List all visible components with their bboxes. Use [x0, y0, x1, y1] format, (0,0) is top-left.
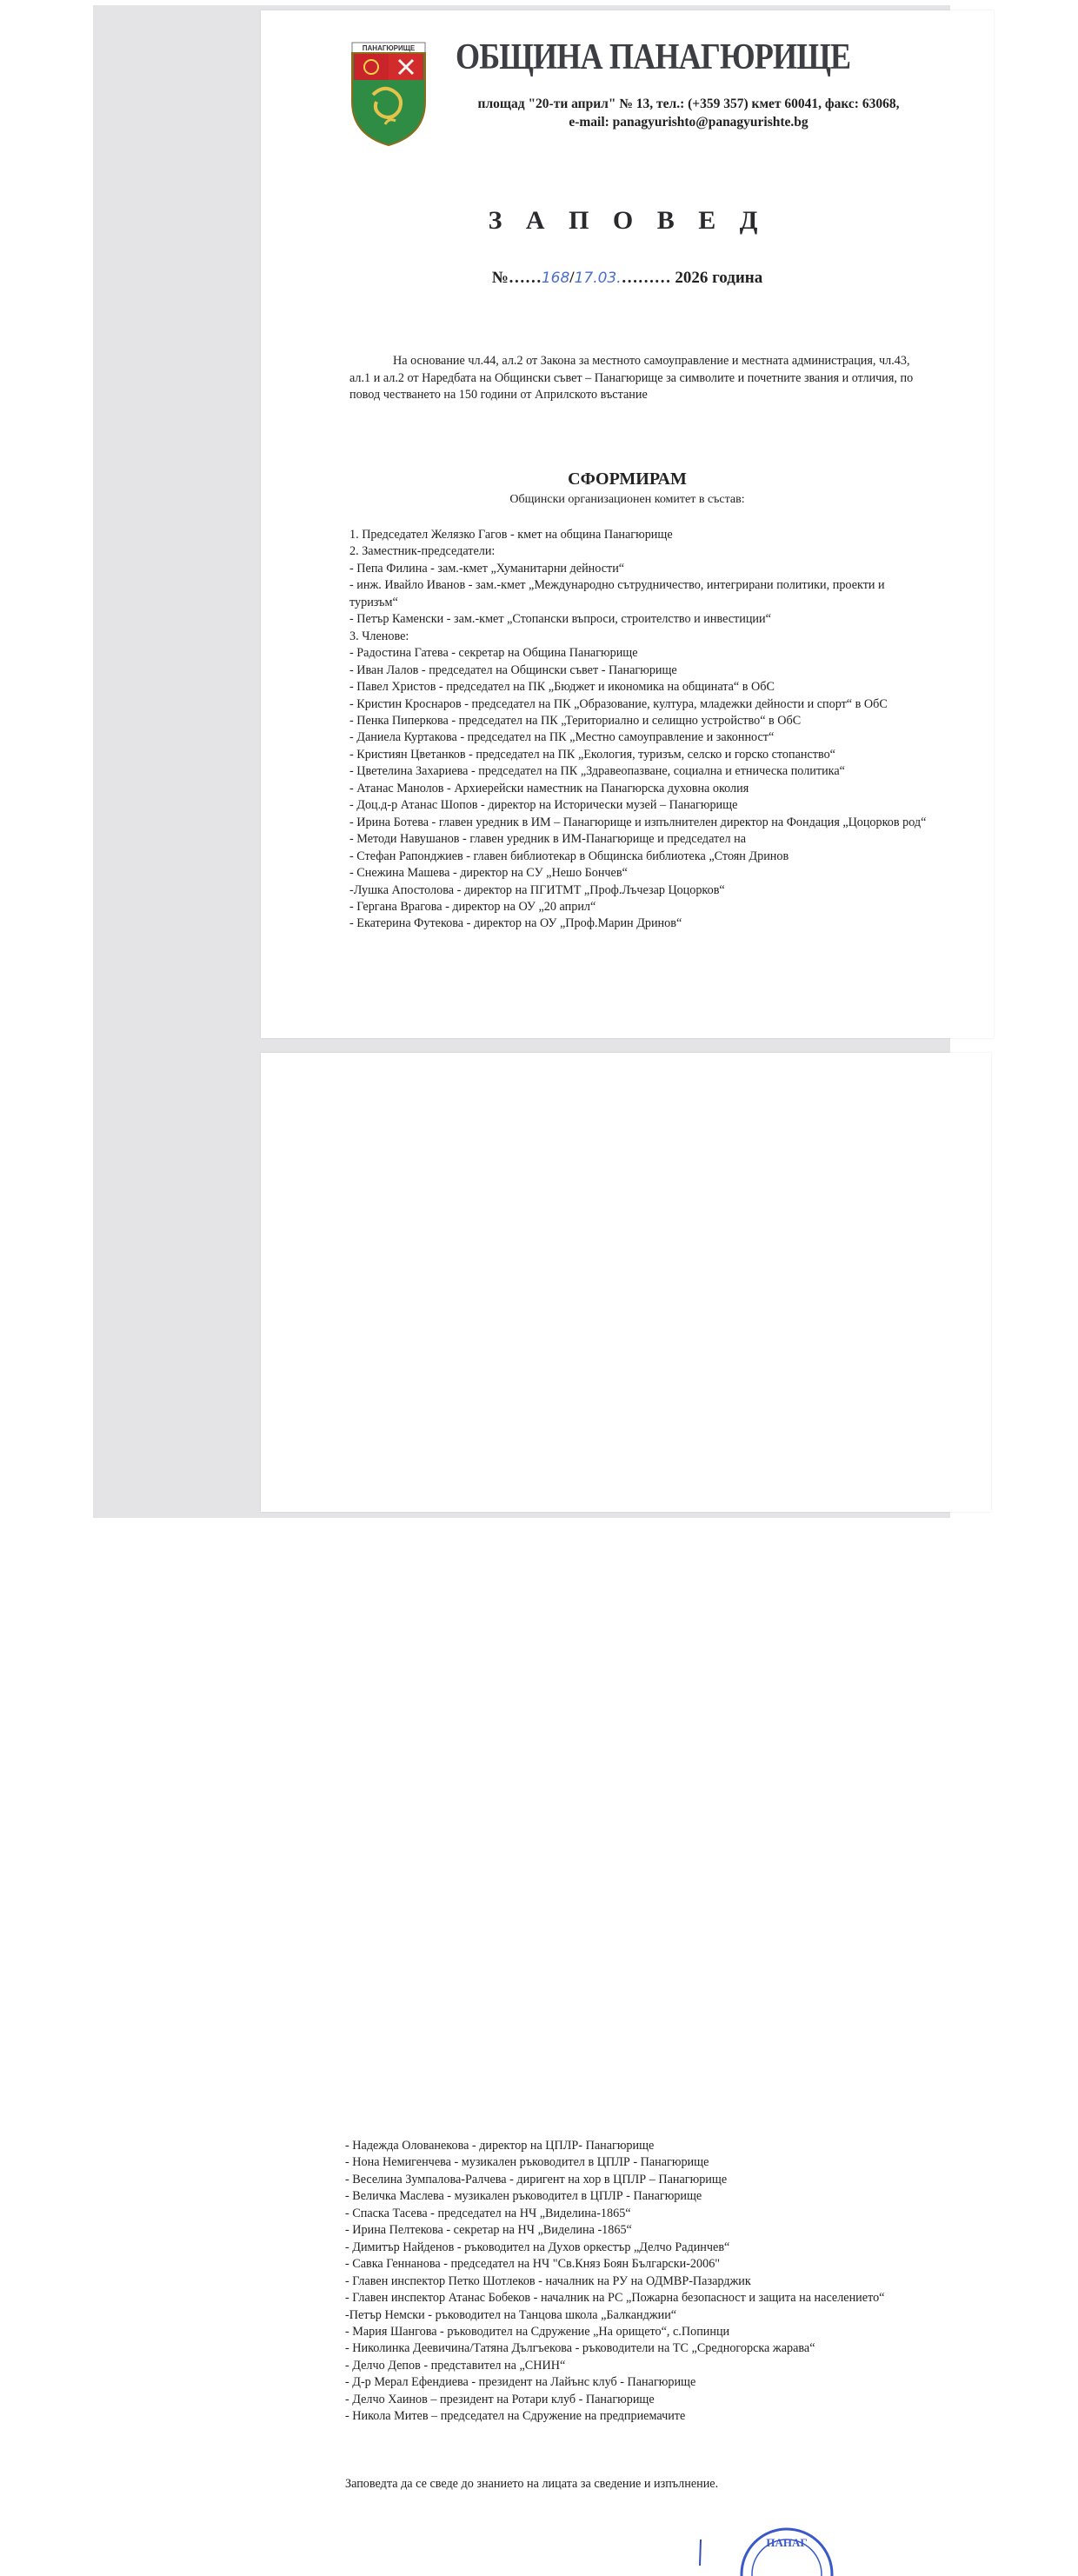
committee-member-item: - Петър Каменски - зам.-кмет „Стопански въпроси, строителство и инвестиции“: [349, 612, 771, 627]
committee-member-item: - Надежда Олованекова - директор на ЦПЛР- Панагюрище: [345, 2139, 655, 2153]
committee-member-item: - Величка Маслева - музикален ръководител в ЦПЛР - Панагюрище: [345, 2189, 702, 2204]
committee-member-item: - Кристиян Цветанков - председател на ПК „Екология, туризъм, селско и горско стопанство“: [349, 747, 835, 762]
committee-member-item: - Гергана Врагова - директор на ОУ „20 април“: [349, 899, 596, 914]
committee-member-item: 1. Председател Желязко Гагов - кмет на община Панагюрище: [349, 528, 673, 542]
committee-member-item: - Иван Лалов - председател на Общински съвет - Панагюрище: [349, 662, 677, 677]
municipal-crest-logo: [350, 41, 427, 147]
committee-member-item: - Д-р Мерал Ефендиева - президент на Лайънс клуб - Панагюрище: [345, 2375, 696, 2390]
address-email: e-mail: panagyurishto@panagyurishte.bg: [569, 115, 808, 130]
committee-member-item: - Нона Немигенчева - музикален ръководител в ЦПЛР - Панагюрище: [345, 2155, 709, 2170]
committee-member-item: - инж. Ивайло Иванов - зам.-кмет „Международно сътрудничество, интегрирани политики, проекти и туризъм“: [349, 578, 885, 609]
number-separator: /: [569, 269, 575, 287]
document-page-1: [261, 10, 994, 1038]
org-name: ОБЩИНА ПАНАГЮРИЩЕ: [456, 37, 851, 77]
committee-list-page-1: [349, 527, 932, 933]
committee-member-item: - Доц.д-р Атанас Шопов - директор на Исторически музей – Панагюрище: [349, 798, 738, 813]
committee-member-item: - Методи Навушанов - главен уредник в ИМ-Панагюрище и председател на: [349, 832, 747, 847]
preamble-paragraph: На основание чл.44, ал.2 от Закона за местното самоуправление и местната администрация, чл.43, ал.1 и ал.2 от Наредбата на Общински съвет – Панагюрище за символите и почетните звания и отличия, по повод честването на 150 години от Априлското въстание: [349, 354, 914, 402]
order-verb-heading: СФОРМИРАМ: [568, 469, 687, 489]
stamp-text: ПАНАГ: [766, 2536, 808, 2549]
handwritten-number: 168: [541, 270, 570, 287]
svg-text:ПАНАГЮРИЩЕ: ПАНАГЮРИЩЕ: [362, 44, 416, 52]
committee-member-item: - Делчо Депов - представител на „СНИН“: [345, 2358, 566, 2373]
committee-member-item: - Ирина Ботева - главен уредник в ИМ – Панагюрище и изпълнителен директор на Фондация „Цоцорков род“: [349, 815, 927, 829]
signature-stroke: [698, 2539, 703, 2566]
order-object-subheading: Общински организационен комитет в състав:: [509, 493, 745, 506]
committee-member-item: - Радостина Гатева - секретар на Община Панагюрище: [349, 646, 638, 661]
committee-member-item: - Никола Митев – председател на Сдружение на предприемачите: [345, 2409, 686, 2424]
committee-member-item: - Ирина Пелтекова - секретар на НЧ „Виделина -1865“: [345, 2223, 632, 2238]
committee-member-item: - Савка Геннанова - председател на НЧ "Св.Княз Боян Български-2006": [345, 2257, 721, 2272]
committee-member-item: - Главен инспектор Атанас Бобеков - началник на РС „Пожарна безопасност и защита на населението“: [345, 2291, 885, 2306]
committee-member-item: 2. Заместник-председатели:: [349, 544, 496, 559]
document-title: З А П О В Е Д: [488, 206, 767, 235]
committee-member-item: 3. Членове:: [349, 629, 409, 643]
committee-member-item: - Кристин Кроснаров - председател на ПК „Образование, култура, младежки дейности и спорт“ в ОбС: [349, 696, 888, 711]
committee-member-item: - Главен инспектор Петко Шотлеков - началник на РУ на ОДМВР-Пазарджик: [345, 2273, 751, 2288]
committee-list-page-2: [345, 2138, 928, 2426]
committee-member-item: - Даниела Куртакова - председател на ПК „Местно самоуправление и законност“: [349, 730, 775, 745]
committee-member-item: - Веселина Зумпалова-Ралчева - диригент на хор в ЦПЛР – Панагюрище: [345, 2172, 728, 2187]
document-page-2: [261, 1053, 991, 2549]
number-year: 2026 година: [675, 269, 763, 287]
committee-member-item: - Екатерина Футекова - директор на ОУ „Проф.Марин Дринов“: [349, 916, 682, 931]
committee-member-item: - Атанас Манолов - Архиерейски наместник на Панагюрска духовна околия: [349, 781, 749, 795]
closing-sentence: Заповедта да се сведе до знанието на лицата за сведение и изпълнение.: [345, 2477, 719, 2491]
committee-member-item: - Цветелина Захариева - председател на ПК „Здравеопазване, социална и етническа политика“: [349, 764, 845, 779]
committee-member-item: -Петър Немски - ръководител на Танцова школа „Балканджии“: [345, 2307, 677, 2322]
official-stamp: [730, 2524, 843, 2576]
committee-member-item: - Пенка Пиперкова - председател на ПК „Териториално и селищно устройство“ в ОбС: [349, 713, 802, 728]
document-number-line: [261, 269, 994, 288]
org-address: [462, 95, 915, 131]
document-viewer[interactable]: [93, 5, 950, 2549]
number-prefix: №: [491, 269, 509, 287]
committee-member-item: - Мария Шангова - ръководител на Сдружение „На орището“, с.Попинци: [345, 2324, 730, 2339]
committee-member-item: - Спаска Тасева - председател на НЧ „Виделина-1865“: [345, 2206, 631, 2220]
number-dots-1: ……: [508, 269, 542, 287]
committee-member-item: - Делчо Хаинов – президент на Ротари клуб - Панагюрище: [345, 2392, 655, 2406]
committee-member-item: - Пепа Филина - зам.-кмет „Хуманитарни дейности“: [349, 561, 625, 576]
committee-member-item: - Николинка Деевичина/Татяна Дългъекова - ръководители на ТС „Средногорска жарава“: [345, 2341, 815, 2356]
committee-member-item: - Павел Христов - председател на ПК „Бюджет и икономика на общината“ в ОбС: [349, 680, 775, 695]
committee-member-item: -Лушка Апостолова - директор на ПГИТМТ „Проф.Лъчезар Цоцорков“: [349, 882, 725, 897]
committee-member-item: - Димитър Найденов - ръководител на Духов оркестър „Делчо Радинчев“: [345, 2240, 730, 2254]
handwritten-date: 17.03.: [574, 270, 622, 287]
number-dots-2: ………: [621, 269, 671, 287]
committee-member-item: - Снежина Машева - директор на СУ „Нешо Бончев“: [349, 866, 628, 881]
address-line-1: площад "20-ти април" № 13, тел.: (+359 357) кмет 60041, факс: 63068,: [477, 97, 900, 111]
committee-member-item: - Стефан Рапонджиев - главен библиотекар в Общинска библиотека „Стоян Дринов: [349, 849, 789, 863]
